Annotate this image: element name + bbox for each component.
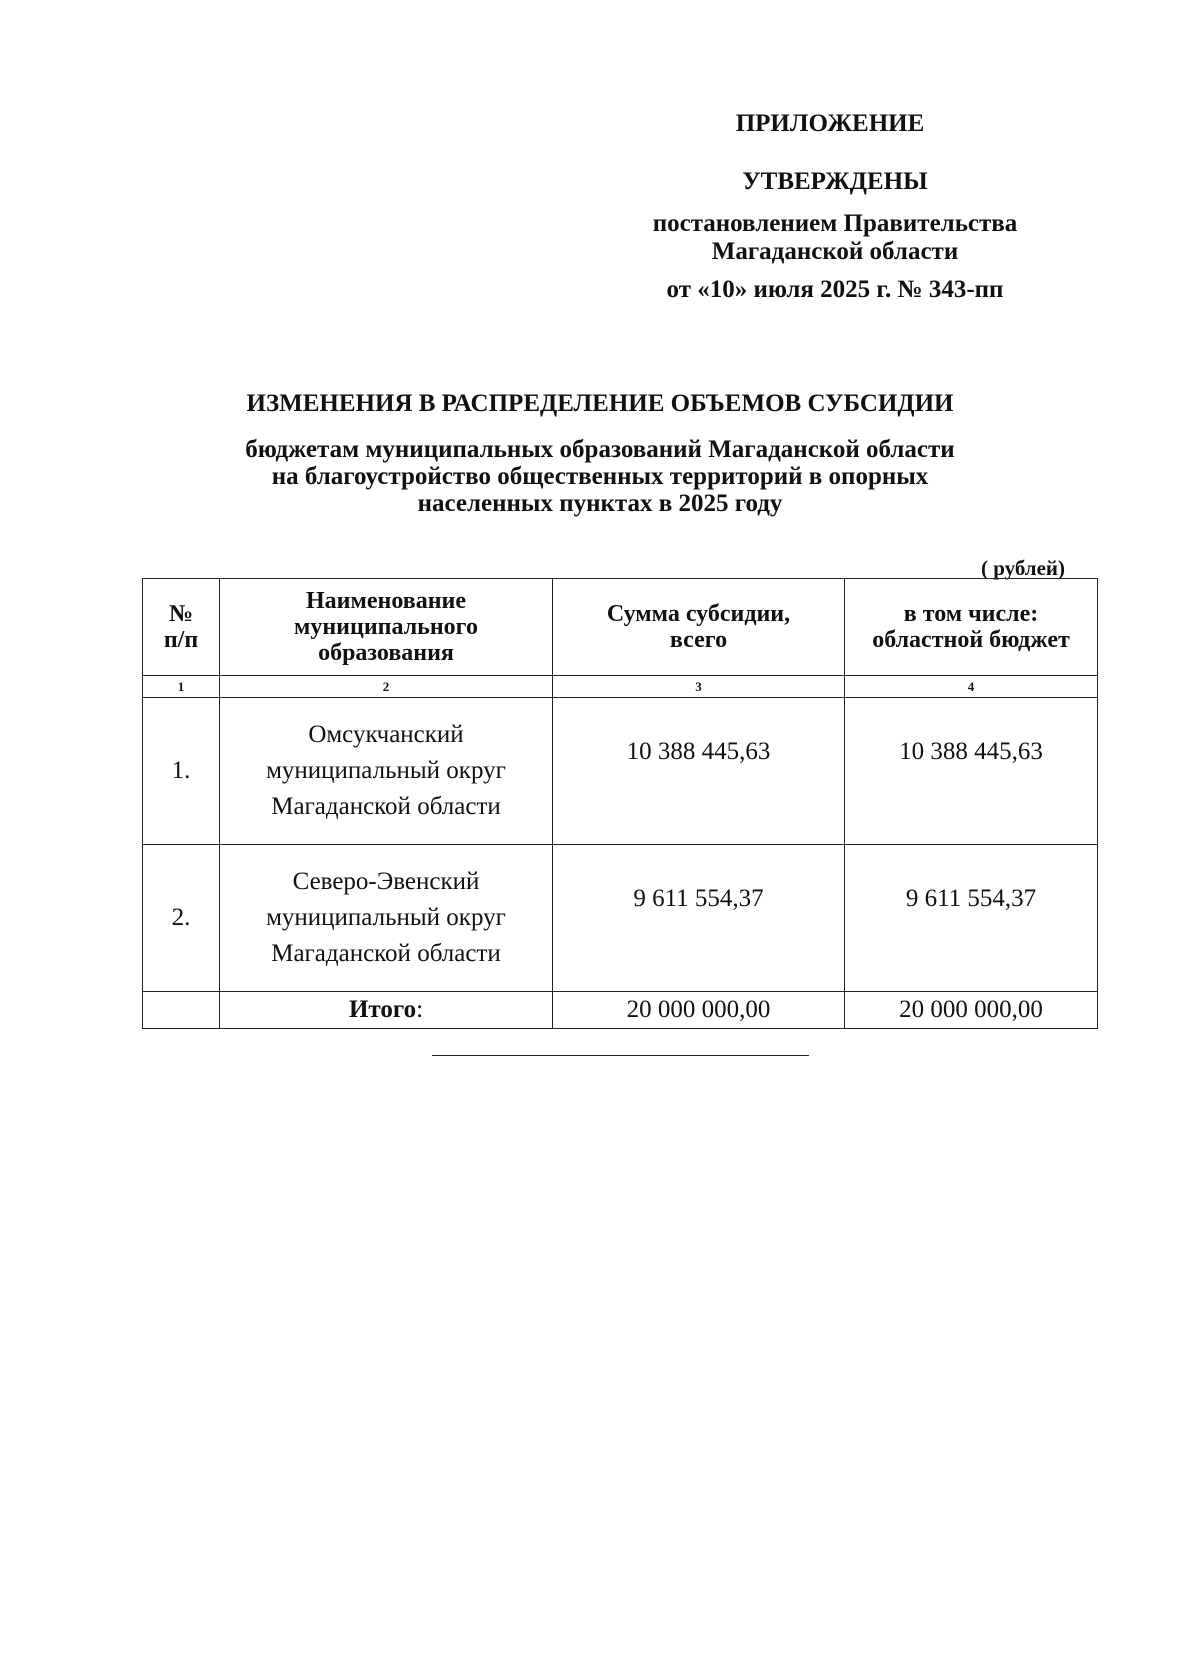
municipality-name-line-1: Омсукчанский xyxy=(308,721,464,748)
municipality-name xyxy=(220,845,553,992)
column-number: 4 xyxy=(845,676,1098,698)
regional-budget-value: 9 611 554,37 xyxy=(845,845,1098,992)
totals-label-text: Итого xyxy=(348,996,417,1023)
header-subsidy-total xyxy=(553,579,845,676)
table-header-row xyxy=(143,579,1098,676)
decree-reference xyxy=(585,210,1085,266)
header-number-line-2: п/п xyxy=(163,627,199,653)
totals-empty-cell xyxy=(143,992,220,1029)
document-title: ИЗМЕНЕНИЯ В РАСПРЕДЕЛЕНИЕ ОБЪЕМОВ СУБСИДИИ xyxy=(246,390,954,417)
decree-date-number: от «10» июля 2025 г. № 343-пп xyxy=(666,276,1004,303)
header-number-line-1: № xyxy=(168,601,194,627)
municipality-name-line-3: Магаданской области xyxy=(271,940,501,967)
header-municipality-line-3: образования xyxy=(318,640,454,666)
header-regional-budget-line-1: в том числе: xyxy=(903,601,1039,627)
header-municipality-line-2: муниципального xyxy=(294,614,478,640)
municipality-name-line-2: муниципальный округ xyxy=(266,904,506,931)
municipality-name-line-2: муниципальный округ xyxy=(266,757,506,784)
decree-line-2: Магаданской области xyxy=(711,238,959,265)
column-number: 1 xyxy=(143,676,220,698)
row-number: 1. xyxy=(143,698,220,845)
totals-subsidy-value: 20 000 000,00 xyxy=(553,992,845,1029)
decree-line-1: постановлением Правительства xyxy=(652,210,1018,237)
end-of-document-line xyxy=(432,1055,809,1056)
header-subsidy-total-line-2: всего xyxy=(669,627,728,653)
document-subtitle xyxy=(160,436,1040,517)
header-municipality xyxy=(220,579,553,676)
totals-label xyxy=(220,992,553,1029)
totals-regional-value: 20 000 000,00 xyxy=(845,992,1098,1029)
header-subsidy-total-line-1: Сумма субсидии, xyxy=(606,601,791,627)
header-number xyxy=(143,579,220,676)
column-number: 3 xyxy=(553,676,845,698)
appendix-label: ПРИЛОЖЕНИЕ xyxy=(735,110,925,137)
municipality-name-line-1: Северо-Эвенский xyxy=(292,868,480,895)
municipality-name-line-3: Магаданской области xyxy=(271,793,501,820)
header-municipality-line-1: Наименование xyxy=(306,588,466,614)
subtitle-line-3: населенных пунктах в 2025 году xyxy=(417,490,783,517)
subtitle-line-1: бюджетам муниципальных образований Магаданской области xyxy=(245,436,955,463)
totals-label-suffix: : xyxy=(416,996,424,1023)
row-number: 2. xyxy=(143,845,220,992)
totals-row xyxy=(143,992,1098,1029)
approved-label: УТВЕРЖДЕНЫ xyxy=(742,168,928,195)
subsidy-total-value: 10 388 445,63 xyxy=(553,698,845,845)
subsidy-total-value: 9 611 554,37 xyxy=(553,845,845,992)
units-label: ( рублей) xyxy=(980,556,1065,580)
subtitle-line-2: на благоустройство общественных территорий в опорных xyxy=(271,463,929,490)
header-regional-budget xyxy=(845,579,1098,676)
column-number: 2 xyxy=(220,676,553,698)
municipality-name xyxy=(220,698,553,845)
column-number-row xyxy=(143,676,1098,698)
subsidy-table xyxy=(142,578,1098,1029)
table-row xyxy=(143,698,1098,845)
regional-budget-value: 10 388 445,63 xyxy=(845,698,1098,845)
table-row xyxy=(143,845,1098,992)
header-regional-budget-line-2: областной бюджет xyxy=(872,627,1070,653)
